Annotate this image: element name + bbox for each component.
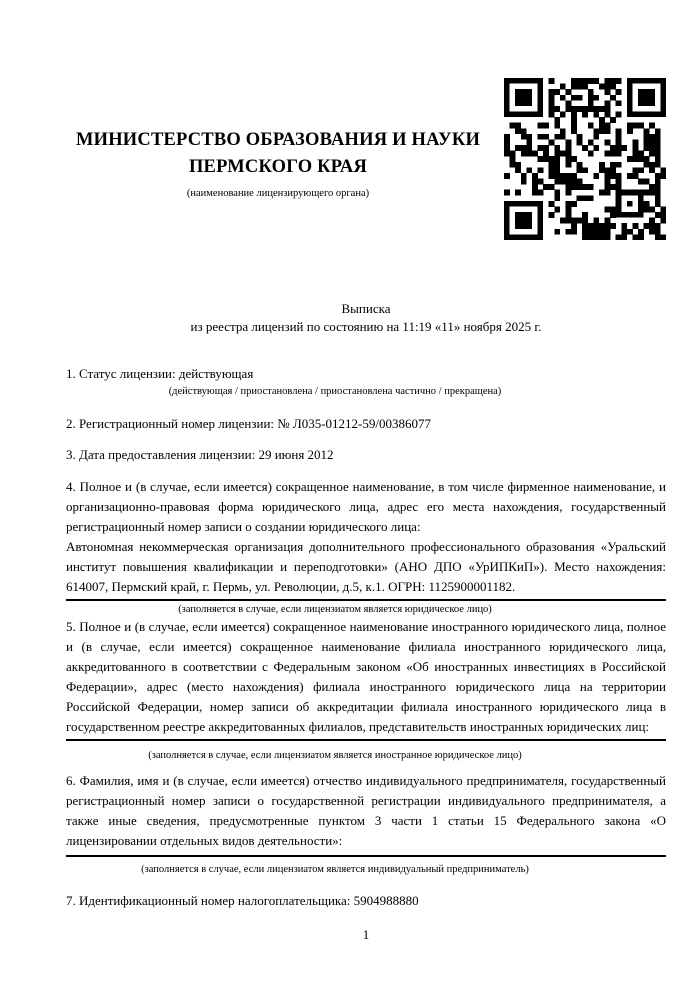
registration-number-text: 2. Регистрационный номер лицензии: № Л035-01212-59/00386077	[66, 416, 432, 431]
ministry-caption: (наименование лицензирующего органа)	[186, 188, 370, 199]
legal-entity-label: 4. Полное и (в случае, если имеется) сокращенное наименование, в том числе фирменное наименование, и организационно-правовая форма юридического лица, адрес его места нахождения, государственный регистрационный номер записи о создании юридического лица:	[66, 479, 666, 534]
foreign-entity-fill-rule	[66, 739, 666, 741]
foreign-entity-label: 5. Полное и (в случае, если имеется) сокращенное наименование иностранного юридического лица, полное и (в случае, если имеется) сокращенное наименование филиала иностранного юридического лица, аккредитованного в соответствии с Федеральным законом «Об иностранных инвестициях в Российской Федерации», адрес (место нахождения) филиала иностранного юридического лица на территории Российской Федерации, номер записи об аккредитации филиала иностранного юридического лица в государственном реестре аккредитованных филиалов, представительств иностранных юридических лиц:	[66, 619, 666, 734]
section-license-status	[66, 364, 666, 398]
section-legal-entity	[66, 477, 666, 616]
license-status-text: 1. Статус лицензии: действующая	[66, 366, 254, 381]
section-foreign-entity	[66, 617, 666, 762]
extract-subtitle: из реестра лицензий по состоянию на 11:19 «11» ноября 2025 г.	[190, 319, 542, 334]
taxpayer-number-text: 7. Идентификационный номер налогоплательщика: 5904988880	[66, 893, 419, 908]
section-registration-number	[66, 414, 666, 434]
ministry-name-line2: ПЕРМСКОГО КРАЯ	[188, 157, 368, 177]
individual-entrepreneur-label: 6. Фамилия, имя и (в случае, если имеется) отчество индивидуального предпринимателя, государственный регистрационный номер записи о государственной регистрации индивидуального предпринимателя, а также иные сведения, предусмотренные пунктом 3 части 1 статьи 15 Федерального закона «О лицензировании отдельных видов деятельности»:	[66, 773, 666, 848]
foreign-entity-caption: (заполняется в случае, если лицензиатом является иностранное юридическое лицо)	[148, 750, 522, 761]
licensing-authority-header	[66, 127, 490, 200]
legal-entity-value: Автономная некоммерческая организация дополнительного профессионального образования «Уральский институт повышения квалификации и переподготовки» (АНО ДПО «УрИПКиП»). Место нахождения: 614007, Пермский край, г. Пермь, ул. Революции, д.5, к.1. ОГРН: 1125900001182.	[66, 539, 666, 594]
legal-entity-fill-rule	[66, 599, 666, 601]
section-grant-date	[66, 445, 666, 465]
section-taxpayer-number	[66, 891, 666, 911]
ministry-name-line1: МИНИСТЕРСТВО ОБРАЗОВАНИЯ И НАУКИ	[75, 130, 481, 150]
legal-entity-caption: (заполняется в случае, если лицензиатом является юридическое лицо)	[178, 604, 492, 615]
extract-title-block	[66, 300, 666, 336]
qr-code-icon	[504, 78, 666, 240]
individual-entrepreneur-caption: (заполняется в случае, если лицензиатом является индивидуальный предприниматель)	[141, 864, 529, 875]
section-individual-entrepreneur	[66, 771, 666, 876]
license-status-caption: (действующая / приостановлена / приостановлена частично / прекращена)	[168, 386, 502, 397]
grant-date-text: 3. Дата предоставления лицензии: 29 июня 2012	[66, 447, 334, 462]
individual-entrepreneur-fill-rule	[66, 855, 666, 857]
page-number: 1	[362, 927, 370, 942]
extract-title: Выписка	[341, 301, 391, 316]
